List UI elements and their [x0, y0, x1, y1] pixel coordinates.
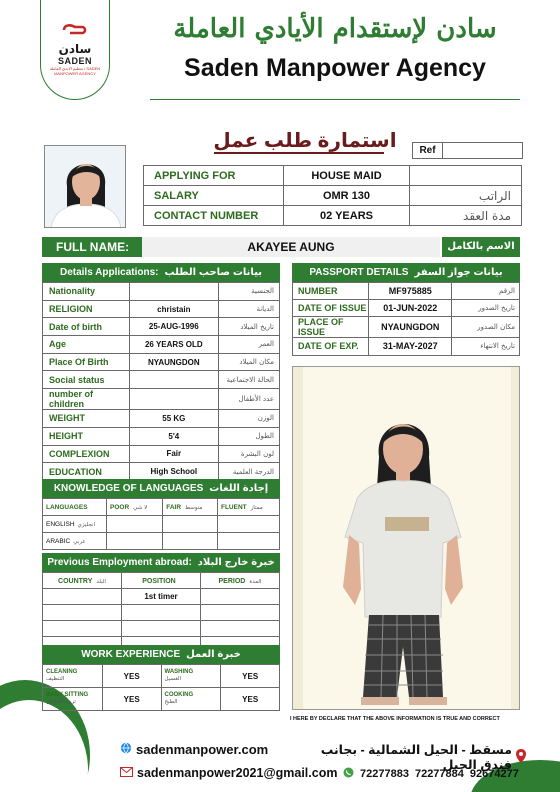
passport-row-label: DATE OF EXP.	[293, 338, 369, 355]
location-pin-icon	[516, 749, 526, 766]
work-experience-value: YES	[221, 688, 280, 711]
details-row-label-arabic: الديانة	[219, 300, 280, 318]
employment-empty-cell	[43, 605, 122, 621]
logo-mark-icon	[62, 23, 88, 42]
language-level-cell	[107, 533, 163, 550]
passport-row	[293, 317, 520, 338]
employment-empty-cell	[43, 621, 122, 637]
language-column-ar: متوسط	[185, 504, 203, 511]
passport-row-value: 31-MAY-2027	[369, 338, 452, 355]
header-divider	[150, 99, 520, 100]
employment-heading-en: Previous Employment abroad:	[47, 557, 192, 568]
details-row	[43, 371, 280, 389]
details-row	[43, 318, 280, 336]
details-row-label-arabic: الجنسية	[219, 283, 280, 301]
passport-row-value: NYAUNGDON	[369, 317, 452, 338]
salary-value: OMR 130	[284, 186, 410, 206]
details-row-value: 25-AUG-1996	[129, 318, 219, 336]
details-section	[42, 263, 280, 481]
phone-number: 72277884	[414, 768, 464, 780]
passport-row	[293, 283, 520, 300]
work-experience-value: YES	[102, 665, 161, 688]
details-row	[43, 445, 280, 463]
employment-column-en: COUNTRY	[58, 578, 93, 585]
passport-row-label-arabic: تاريخ الصدور	[452, 300, 520, 317]
footer-website[interactable]	[120, 742, 268, 757]
email-text: sadenmanpower2021@gmail.com	[137, 766, 338, 780]
ref-label: Ref	[413, 143, 443, 159]
details-row	[43, 336, 280, 354]
details-row-value: NYAUNGDON	[129, 353, 219, 371]
salary-label-arabic: الراتب	[410, 186, 522, 206]
employment-period-cell	[201, 589, 280, 605]
mail-icon	[120, 766, 133, 780]
languages-heading-ar: إجادة اللغات	[209, 483, 269, 494]
language-row	[43, 533, 280, 550]
employment-column-en: POSITION	[142, 578, 176, 585]
work-experience-value: YES	[102, 688, 161, 711]
details-row-value: High School	[129, 463, 219, 481]
passport-row-label: NUMBER	[293, 283, 369, 300]
language-level-cell	[217, 516, 279, 533]
details-heading	[42, 263, 280, 282]
employment-column-ar: المدة	[249, 579, 262, 585]
details-row-label: EDUCATION	[43, 463, 130, 481]
passport-row	[293, 338, 520, 355]
details-row-value	[129, 283, 219, 301]
footer-phones[interactable]	[343, 767, 519, 781]
details-row-label-arabic: الطول	[219, 427, 280, 445]
employment-column-header	[201, 573, 280, 589]
details-row-label: WEIGHT	[43, 410, 130, 428]
contact-number-value: 02 YEARS	[284, 206, 410, 226]
passport-row	[293, 300, 520, 317]
languages-table	[42, 498, 280, 550]
language-column-header	[43, 499, 107, 516]
details-row-label: COMPLEXION	[43, 445, 130, 463]
phone-number: 72277883	[360, 768, 409, 780]
details-heading-ar: بيانات صاحب الطلب	[164, 267, 263, 278]
employment-column-header	[43, 573, 122, 589]
passport-row-label-arabic: مكان الصدور	[452, 317, 520, 338]
employment-empty-cell	[122, 621, 201, 637]
applicant-photo-full	[292, 366, 520, 710]
language-column-header	[217, 499, 279, 516]
salary-label: SALARY	[144, 186, 284, 206]
language-level-cell	[163, 516, 218, 533]
details-row-value: christain	[129, 300, 219, 318]
ref-box	[412, 142, 523, 159]
globe-icon	[120, 742, 132, 757]
details-row-value	[129, 389, 219, 410]
applicant-photo-small	[44, 145, 126, 228]
language-row	[43, 516, 280, 533]
language-level-cell	[217, 533, 279, 550]
language-column-header	[163, 499, 218, 516]
logo-subtitle: تعطيم الايدي العاملة / SADEN MANPOWER AGENCY	[49, 66, 101, 76]
employment-empty-cell	[201, 621, 280, 637]
footer-email[interactable]	[120, 766, 337, 780]
details-row-value: 55 KG	[129, 410, 219, 428]
details-row-label: Nationality	[43, 283, 130, 301]
language-name-cell	[43, 516, 107, 533]
employment-empty-cell	[122, 605, 201, 621]
work-experience-label-ar: تربية الأطفال	[46, 699, 76, 705]
details-row	[43, 389, 280, 410]
employment-section	[42, 553, 280, 653]
details-row-label: number of children	[43, 389, 130, 410]
work-experience-label-ar: الطبخ	[164, 699, 178, 705]
logo-arabic-text: سادن	[58, 42, 92, 56]
details-row-value: Fair	[129, 445, 219, 463]
passport-heading	[292, 263, 520, 282]
employment-empty-cell	[201, 605, 280, 621]
work-experience-value: YES	[221, 665, 280, 688]
details-row	[43, 353, 280, 371]
work-experience-section	[42, 645, 280, 711]
passport-row-value: MF975885	[369, 283, 452, 300]
logo-english-text: SADEN	[57, 56, 92, 66]
work-experience-label-cell	[43, 688, 103, 711]
work-experience-label-cell	[161, 688, 221, 711]
work-experience-label-ar: التنظيف	[46, 676, 65, 682]
work-experience-row	[43, 665, 280, 688]
language-name-cell	[43, 533, 107, 550]
whatsapp-icon	[343, 767, 354, 781]
full-name-value: AKAYEE AUNG	[142, 237, 440, 257]
details-row	[43, 427, 280, 445]
work-experience-label-en: CLEANING	[46, 669, 78, 675]
language-name-ar: انجليزي	[77, 521, 95, 528]
details-heading-en: Details Applications:	[59, 267, 159, 278]
details-row-label: Date of birth	[43, 318, 130, 336]
details-row-label: Place Of Birth	[43, 353, 130, 371]
passport-table	[292, 282, 520, 356]
declaration-text: I HERE BY DECLARE THAT THE ABOVE INFORMATION IS TRUE AND CORRECT	[290, 716, 500, 722]
form-title-underline	[214, 152, 384, 154]
contract-duration-arabic: مدة العقد	[410, 206, 522, 226]
details-row-label: HEIGHT	[43, 427, 130, 445]
details-row-label-arabic: مكان الميلاد	[219, 353, 280, 371]
company-logo	[40, 0, 110, 100]
passport-row-label-arabic: الرقم	[452, 283, 520, 300]
passport-row-label-arabic: تاريخ الانتهاء	[452, 338, 520, 355]
language-level-cell	[163, 533, 218, 550]
details-row-label: RELIGION	[43, 300, 130, 318]
languages-heading	[42, 479, 280, 498]
passport-row-label: DATE OF ISSUE	[293, 300, 369, 317]
employment-column-en: PERIOD	[218, 578, 246, 585]
employment-column-ar: البلد	[96, 579, 106, 585]
work-experience-heading-en: WORK EXPERIENCE	[81, 649, 181, 660]
language-column-ar: لا شي	[133, 504, 148, 511]
full-name-label: FULL NAME:	[42, 237, 142, 257]
details-row	[43, 300, 280, 318]
employment-position-cell: 1st timer	[122, 589, 201, 605]
language-column-en: FLUENT	[220, 503, 247, 511]
language-column-header	[107, 499, 163, 516]
details-row-value: 5'4	[129, 427, 219, 445]
details-row-label-arabic: عدد الأطفال	[219, 389, 280, 410]
details-row	[43, 283, 280, 301]
details-row-label-arabic: الحالة الاجتماعية	[219, 371, 280, 389]
language-column-en: FAIR	[166, 503, 182, 511]
work-experience-label-en: COOKING	[164, 692, 194, 698]
details-row-label-arabic: لون البشرة	[219, 445, 280, 463]
details-row	[43, 410, 280, 428]
language-column-en: LANGUAGES	[46, 503, 88, 511]
employment-country-cell	[43, 589, 122, 605]
work-experience-heading	[42, 645, 280, 664]
ref-value	[443, 143, 523, 159]
full-name-row	[42, 237, 520, 257]
passport-row-value: 01-JUN-2022	[369, 300, 452, 317]
details-row-label: Age	[43, 336, 130, 354]
address-text: مسقط - الحيل الشمالية - بجانب فندق الحيل	[320, 743, 512, 772]
applying-for-extra	[410, 166, 522, 186]
phone-number: 92674277	[469, 768, 519, 780]
language-name-ar: عربي	[73, 538, 86, 545]
passport-heading-en: PASSPORT DETAILS	[309, 267, 409, 278]
work-experience-label-en: WASHING	[164, 669, 194, 675]
language-level-cell	[107, 516, 163, 533]
details-table	[42, 282, 280, 481]
languages-section	[42, 479, 280, 550]
employment-table	[42, 572, 280, 653]
details-row-label-arabic: الوزن	[219, 410, 280, 428]
employment-heading-ar: خبرة خارج البلاد	[197, 557, 275, 568]
passport-row-label: PLACE OF ISSUE	[293, 317, 369, 338]
employment-heading	[42, 553, 280, 572]
employment-column-header	[122, 573, 201, 589]
details-row-label: Social status	[43, 371, 130, 389]
work-experience-label-cell	[161, 665, 221, 688]
languages-heading-en: KNOWLEDGE OF LANGUAGES	[53, 483, 204, 494]
work-experience-table	[42, 664, 280, 711]
application-summary-table	[143, 165, 522, 226]
contact-number-label: CONTACT NUMBER	[144, 206, 284, 226]
passport-heading-ar: بيانات جواز السفر	[414, 267, 503, 278]
details-row-value: 26 YEARS OLD	[129, 336, 219, 354]
language-name-en: ARABIC	[46, 537, 71, 545]
language-name-en: ENGLISH	[46, 520, 75, 528]
work-experience-label-ar: الغسيل	[164, 676, 182, 682]
details-row-label-arabic: العمر	[219, 336, 280, 354]
work-experience-heading-ar: خبرة العمل	[186, 649, 241, 660]
passport-section	[292, 263, 520, 356]
applying-for-value: HOUSE MAID	[284, 166, 410, 186]
work-experience-label-en: BABY SITTING	[46, 692, 89, 698]
company-title-arabic: سادن لإستقدام الأيادي العاملة	[173, 14, 497, 44]
details-row-label-arabic: الدرجة العلمية	[219, 463, 280, 481]
details-row-value	[129, 371, 219, 389]
form-title: استمارة طلب عمل	[213, 130, 397, 152]
work-experience-label-cell	[43, 665, 103, 688]
full-name-label-arabic: الاسم بالكامل	[442, 237, 520, 257]
details-row-label-arabic: تاريخ الميلاد	[219, 318, 280, 336]
work-experience-row	[43, 688, 280, 711]
company-title-english: Saden Manpower Agency	[184, 54, 486, 82]
website-text: sadenmanpower.com	[136, 742, 269, 757]
language-column-ar: ممتاز	[250, 504, 263, 511]
applying-for-label: APPLYING FOR	[144, 166, 284, 186]
details-row	[43, 463, 280, 481]
language-column-en: POOR	[110, 503, 130, 511]
